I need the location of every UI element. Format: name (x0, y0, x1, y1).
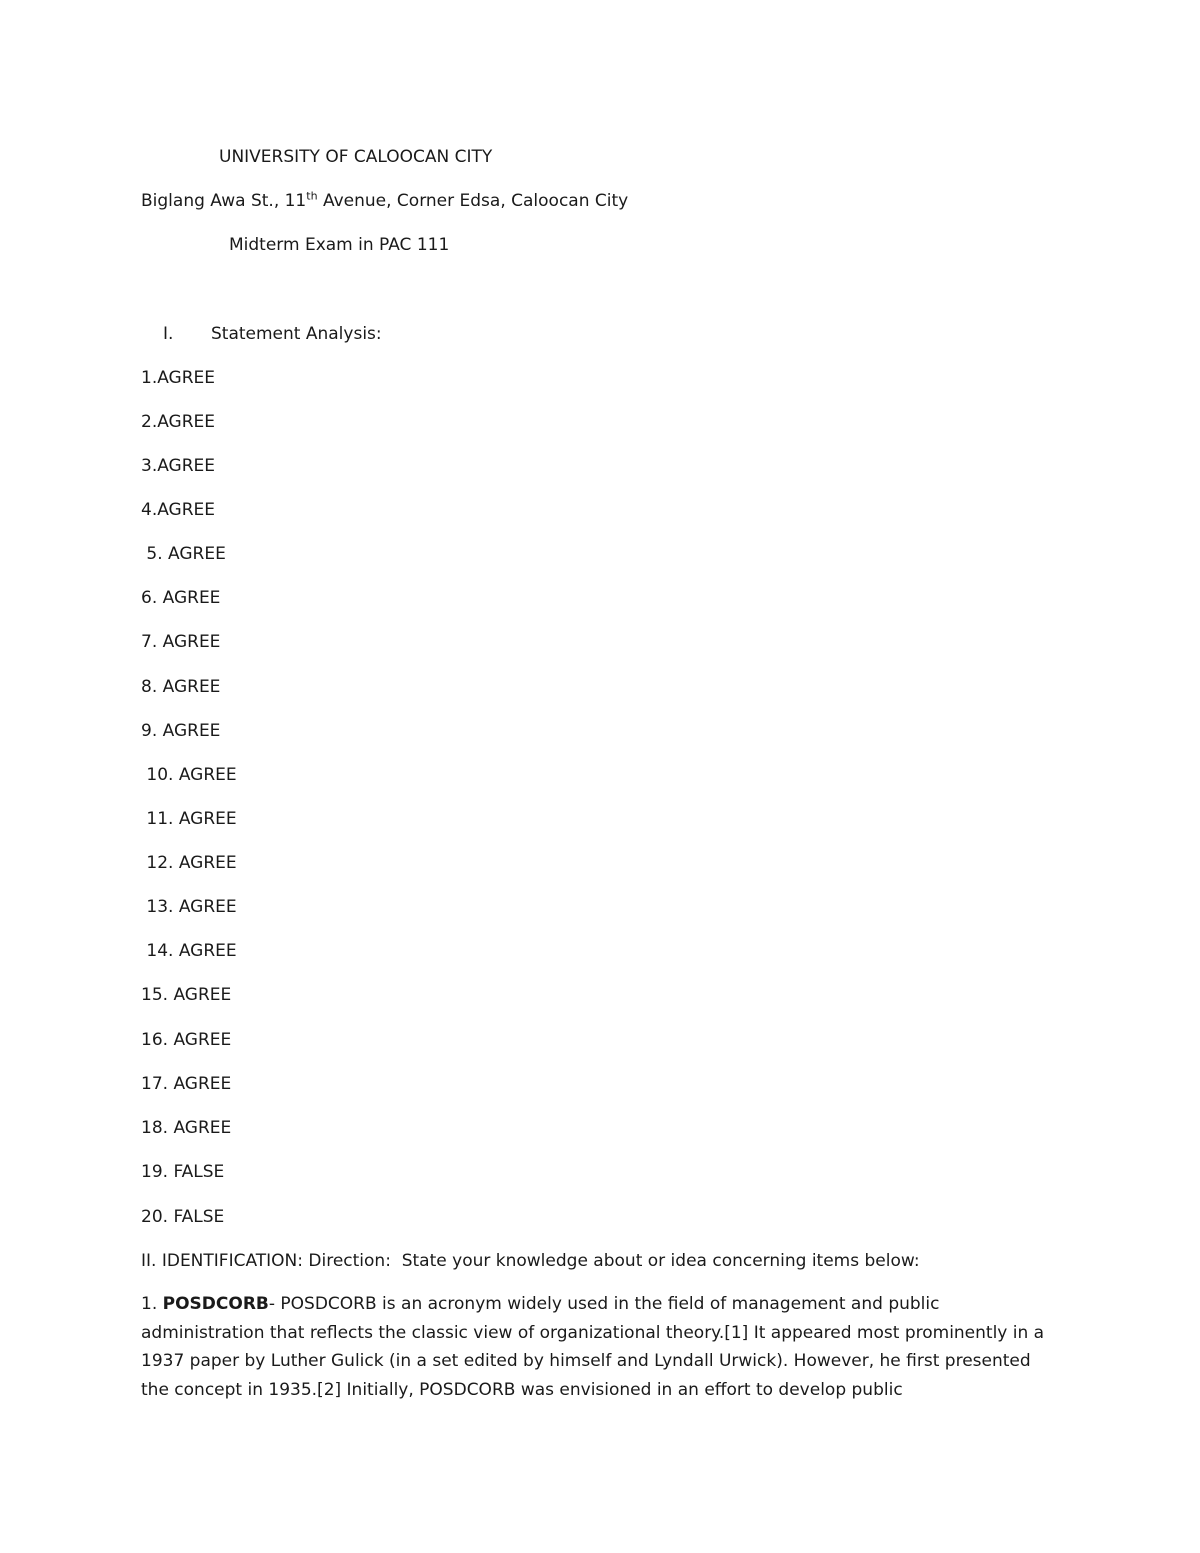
answer-20: 20. FALSE (141, 1207, 225, 1227)
address-text-rest: Avenue, Corner Edsa, Caloocan City (317, 191, 629, 211)
section1-title: Statement Analysis: (211, 324, 382, 344)
section2-heading: II. IDENTIFICATION: Direction: State your knowledge about or idea concerning items below: (141, 1251, 920, 1271)
answer-1: 1.AGREE (141, 368, 216, 388)
answer-12: 12. AGREE (141, 853, 237, 873)
answer-4: 4.AGREE (141, 500, 216, 520)
answer-13: 13. AGREE (141, 897, 237, 917)
identification-item-1 (141, 1290, 1056, 1404)
answer-19: 19. FALSE (141, 1162, 225, 1182)
item1-term: POSDCORB (162, 1294, 269, 1314)
answer-5: 5. AGREE (141, 544, 226, 564)
item1-number: 1. (141, 1294, 163, 1314)
answer-16: 16. AGREE (141, 1030, 232, 1050)
item1-text: - POSDCORB is an acronym widely used in the field of management and public administration that reflects the classic view of organizational theory.[1] It appeared most prominently in a 1937 paper by Luther Gulick (in a set edited by himself and Lyndall Urwick). However, he first presented the concept in 1935.[2] Initially, POSDCORB was envisioned in an effort to develop public (141, 1294, 1045, 1400)
address-text: Biglang Awa St., 11 (141, 191, 307, 211)
answer-2: 2.AGREE (141, 412, 216, 432)
exam-title: Midterm Exam in PAC 111 (229, 235, 450, 255)
answer-7: 7. AGREE (141, 632, 221, 652)
university-address (141, 190, 628, 212)
answer-6: 6. AGREE (141, 588, 221, 608)
answer-11: 11. AGREE (141, 809, 237, 829)
section1-numeral: I. (163, 324, 174, 344)
answer-3: 3.AGREE (141, 456, 216, 476)
answer-17: 17. AGREE (141, 1074, 232, 1094)
university-name: UNIVERSITY OF CALOOCAN CITY (219, 147, 493, 167)
answer-9: 9. AGREE (141, 721, 221, 741)
address-superscript: th (306, 189, 318, 203)
answer-18: 18. AGREE (141, 1118, 232, 1138)
answer-15: 15. AGREE (141, 985, 232, 1005)
answer-8: 8. AGREE (141, 677, 221, 697)
answer-10: 10. AGREE (141, 765, 237, 785)
answer-14: 14. AGREE (141, 941, 237, 961)
